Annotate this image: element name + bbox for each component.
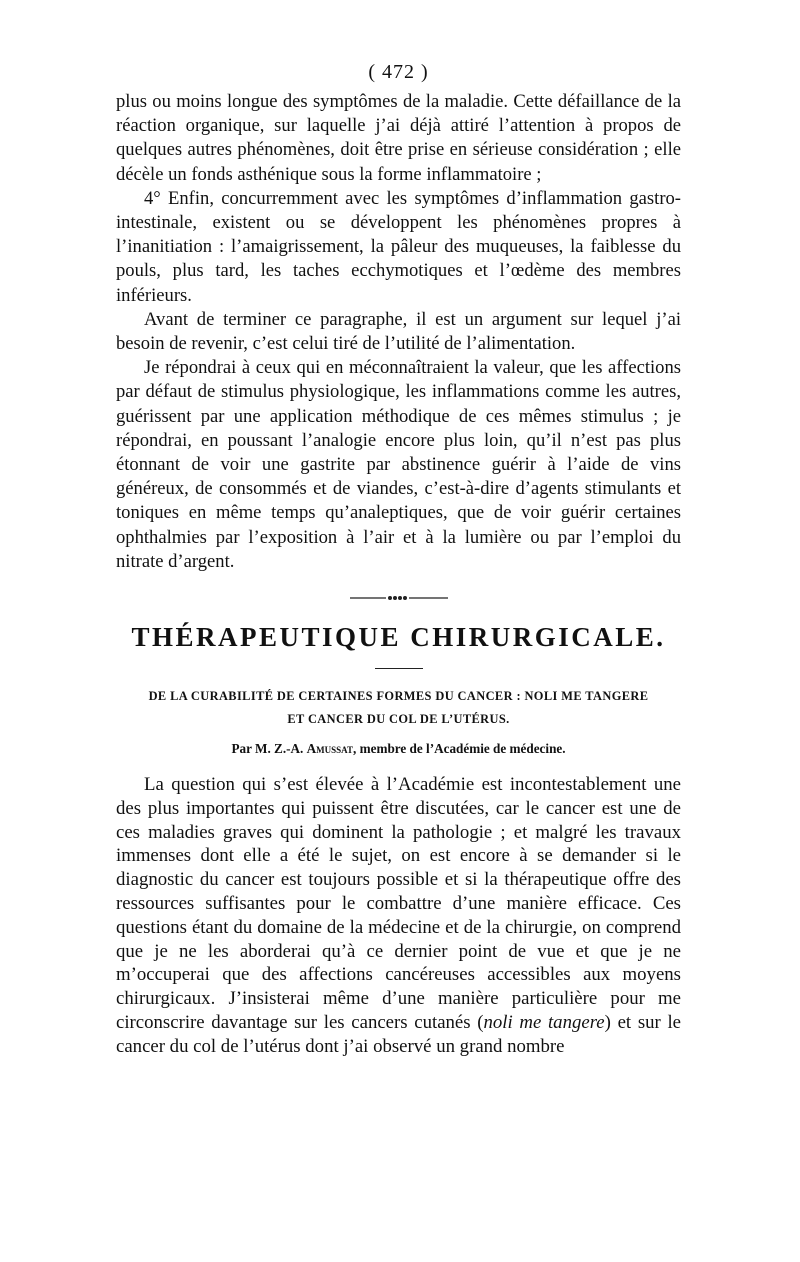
- article-title-line-2: ET CANCER DU COL DE L’UTÉRUS.: [287, 712, 510, 727]
- paragraph-avant-de-terminer: Avant de terminer ce paragraphe, il est un argument sur lequel j’ai besoin de revenir, c’est celui tiré de l’utilité de l’alimentation.: [116, 308, 681, 355]
- intro-text-part-1: La question qui s’est élevée à l’Académie est incontestablement une des plus importantes qui puissent être discutées, car le cancer est une de ces maladies graves qui dominent la pathologie ; et malgré les travaux immenses dont elle a été le sujet, on est encore à se demander si le diagnostic du cancer est toujours possible et si la thérapeutique offre des ressources suffisantes pour le combattre d’une manière efficace. Ces questions étant du domaine de la médecine et de la chirurgie, on comprend que je ne les aborderai qu’à ce dernier point de vue et que je ne m’occuperai que des affections cancéreuses accessibles aux moyens chirurgicaux. J’insisterai même d’une manière particulière pour me circonscrire davantage sur les cancers cutanés (: [116, 774, 681, 1034]
- document-page: [116, 58, 681, 1059]
- author-name: Amussat: [306, 741, 354, 757]
- intro-italic-term: noli me tangere: [483, 1012, 605, 1034]
- paragraph-enfin: 4° Enfin, concurremment avec les symptômes d’inflammation gastro-intestinale, existent ou se développent les phénomènes propres à l’inanitiation : l’amaigrissement, la pâleur des muqueuses, la faiblesse du pouls, plus tard, les taches ecchymotiques et l’œdème des membres inférieurs.: [116, 187, 681, 306]
- author-prefix: Par M. Z.-A.: [231, 741, 307, 757]
- article-title-line-1: DE LA CURABILITÉ DE CERTAINES FORMES DU CANCER : NOLI ME TANGERE: [148, 689, 649, 704]
- paragraph-la-question: [116, 773, 681, 1059]
- heading-rule: [375, 668, 423, 669]
- ornamental-separator: [116, 594, 681, 602]
- author-byline: [116, 739, 681, 759]
- paragraph-continuation: plus ou moins longue des symptômes de la maladie. Cette défaillance de la réaction organique, sur laquelle j’ai déjà attiré l’attention à propos de quelques autres phénomènes, doit être prise en sérieuse considération ; elle décèle un fonds asthénique sous la forme inflammatoire ;: [116, 91, 681, 185]
- section-heading: THÉRAPEUTIQUE CHIRURGICALE.: [131, 622, 666, 653]
- intro-text-part-2: ) et sur le cancer du col de l’utérus dont j’ai observé un grand nombre: [116, 1012, 681, 1057]
- separator-ornament-icon: [350, 594, 448, 602]
- paragraph-je-repondrai: Je répondrai à ceux qui en méconnaîtraient la valeur, que les affections par défaut de stimulus physiologique, les inflammations comme les autres, guérissent par une application méthodique de ces mêmes stimulus ; je répondrai, en poussant l’analogie encore plus loin, qu’il n’est pas plus étonnant de voir une gastrite par abstinence guérir à l’aide de vins généreux, de consommés et de viandes, c’est-à-dire d’agents stimulants et toniques en même temps qu’analeptiques, que de voir guérir certaines ophthalmies par l’exposition à l’air et à la lumière ou par l’emploi du nitrate d’argent.: [116, 357, 681, 572]
- author-suffix: , membre de l’Académie de médecine.: [353, 741, 566, 757]
- page-number: ( 472 ): [368, 61, 429, 83]
